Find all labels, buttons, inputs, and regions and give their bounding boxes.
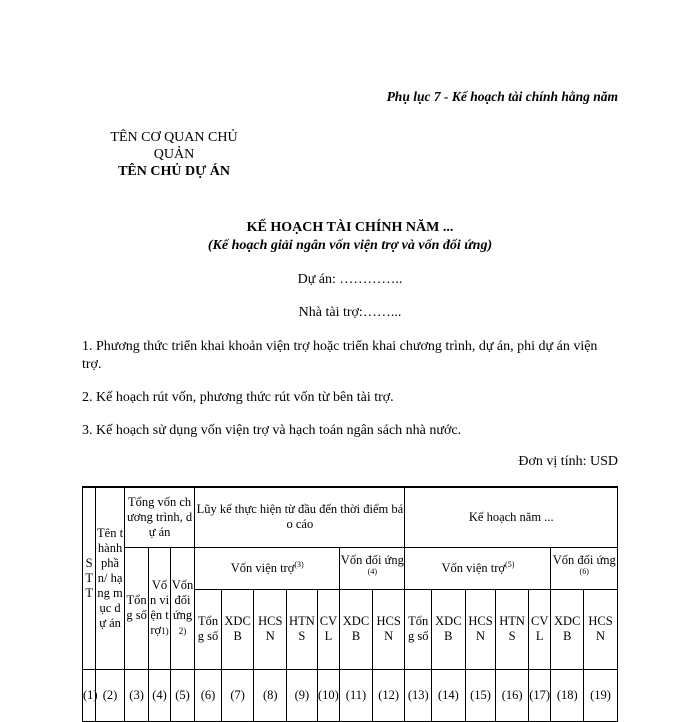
item-name-header: Tên thành phần/ hạng mục dự án xyxy=(96,487,125,669)
sub-header: HCSN xyxy=(372,589,405,669)
sub-header: HTNS xyxy=(496,589,529,669)
sub-header: HCSN xyxy=(584,589,618,669)
column-number: (19) xyxy=(584,669,618,721)
sub-header: HCSN xyxy=(465,589,496,669)
aid-header: Vốn viện trợ1) xyxy=(149,547,170,669)
column-number: (10) xyxy=(317,669,339,721)
plan-aid-header: Vốn viện trợ$^{(5)}$ xyxy=(405,547,551,589)
sub-header: HTNS xyxy=(287,589,318,669)
column-number: (11) xyxy=(340,669,373,721)
column-number: (17) xyxy=(528,669,550,721)
annual-plan-header: Kế hoạch năm ... xyxy=(405,487,618,547)
agency-name: TÊN CƠ QUAN CHỦ QUẢN xyxy=(110,130,238,162)
sub-header: CVL xyxy=(528,589,550,669)
column-number: (15) xyxy=(465,669,496,721)
project-line: Dự án: ………….. xyxy=(297,272,403,287)
total-capital-header: Tổng vốn chương trình, dự án xyxy=(124,487,194,547)
column-number: (6) xyxy=(195,669,222,721)
sub-header: XDCB xyxy=(551,589,584,669)
stt-header: STT xyxy=(83,487,96,669)
donor-line: Nhà tài trợ:……... xyxy=(298,305,402,320)
counterpart-header: Vốn đối ứng2) xyxy=(170,547,195,669)
sub-header: Tổng số xyxy=(405,589,432,669)
column-number: (18) xyxy=(551,669,584,721)
unit-label: Đơn vị tính: USD xyxy=(518,454,618,469)
paragraph-3: 3. Kế hoạch sử dụng vốn viện trợ và hạch toán ngân sách nhà nước. xyxy=(82,423,462,438)
paragraph-1: 1. Phương thức triển khai khoản viện trợ hoặc triển khai chương trình, dự án, phi dự án viện trợ. xyxy=(82,339,598,372)
cumulative-aid-header: Vốn viện trợ$^{(3)}$ xyxy=(195,547,340,589)
column-number: (13) xyxy=(405,669,432,721)
column-number: (16) xyxy=(496,669,529,721)
sub-header: XDCB xyxy=(432,589,466,669)
sub-header: CVL xyxy=(317,589,339,669)
column-number-row xyxy=(83,669,618,721)
column-number: (2) xyxy=(96,669,125,721)
column-number: (4) xyxy=(149,669,170,721)
cumulative-counterpart-header: Vốn đối ứng$^{(4)}$ xyxy=(340,547,405,589)
column-number: (3) xyxy=(124,669,148,721)
column-number: (14) xyxy=(432,669,466,721)
column-number: (7) xyxy=(221,669,254,721)
document-title: KẾ HOẠCH TÀI CHÍNH NĂM ... xyxy=(246,220,454,235)
column-number: (1) xyxy=(83,669,96,721)
paragraph-2: 2. Kế hoạch rút vốn, phương thức rút vốn từ bên tài trợ. xyxy=(82,390,394,405)
column-number: (9) xyxy=(287,669,318,721)
column-number: (12) xyxy=(372,669,405,721)
sub-header: HCSN xyxy=(254,589,287,669)
sub-header: XDCB xyxy=(221,589,254,669)
total-header: Tổng số xyxy=(124,547,148,669)
column-number: (5) xyxy=(170,669,195,721)
column-number: (8) xyxy=(254,669,287,721)
document-subtitle: (Kế hoạch giải ngân vốn viện trợ và vốn đối ứng) xyxy=(207,238,493,253)
project-owner: TÊN CHỦ DỰ ÁN xyxy=(118,164,230,179)
cumulative-header: Lũy kế thực hiện từ đầu đến thời điểm báo cáo xyxy=(195,487,405,547)
appendix-label: Phụ lục 7 - Kế hoạch tài chính hằng năm xyxy=(386,89,618,104)
plan-counterpart-header: Vốn đối ứng$^{(6)}$ xyxy=(551,547,618,589)
organization-header xyxy=(100,129,248,180)
sub-header: XDCB xyxy=(340,589,373,669)
financial-plan-table xyxy=(82,486,618,722)
sub-header: Tổng số xyxy=(195,589,222,669)
